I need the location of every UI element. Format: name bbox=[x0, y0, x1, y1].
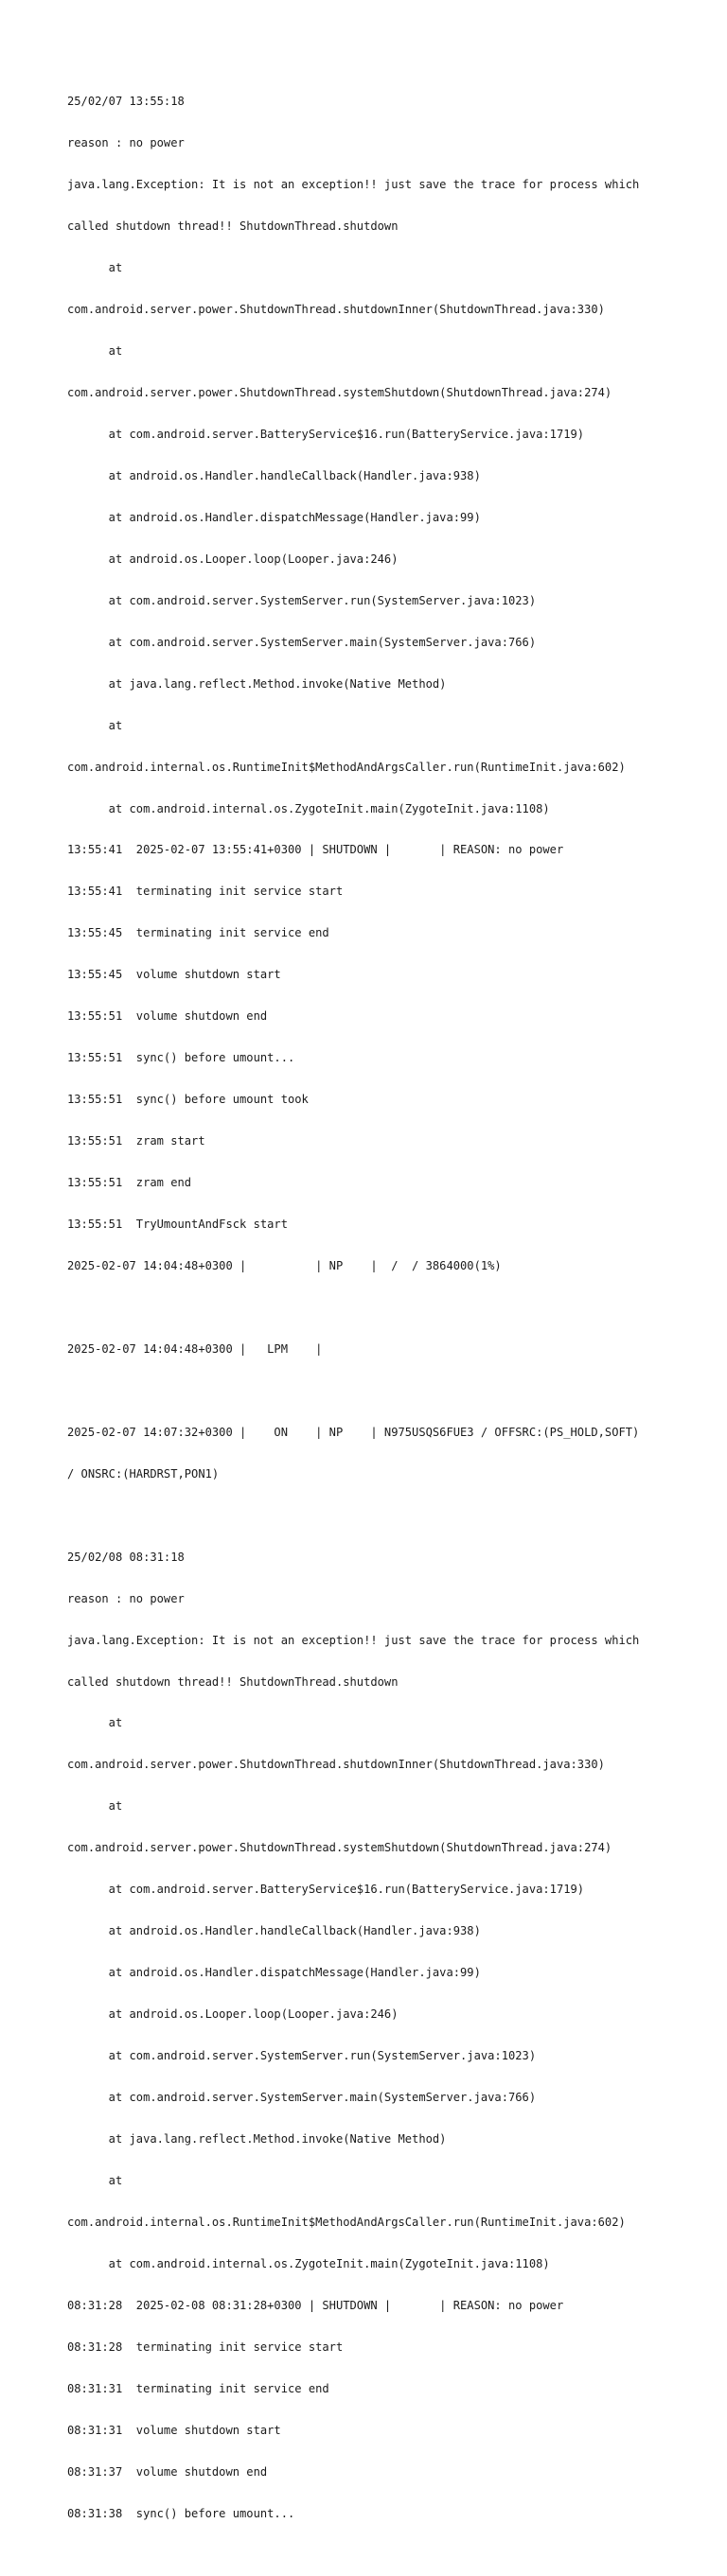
log-line: 13:55:51 sync() before umount... bbox=[67, 1051, 295, 1065]
log-line: 13:55:45 volume shutdown start bbox=[67, 968, 281, 982]
log-line: at com.android.server.BatteryService$16.run(BatteryService.java:1719) bbox=[67, 427, 585, 441]
log-line: at bbox=[67, 1716, 123, 1730]
log-line: 13:55:41 terminating init service start bbox=[67, 885, 344, 899]
log-line: 13:55:51 volume shutdown end bbox=[67, 1009, 268, 1024]
log-line: 13:55:51 sync() before umount took bbox=[67, 1093, 309, 1107]
log-line: java.lang.Exception: It is not an exception!! just save the trace for process which bbox=[67, 178, 640, 192]
log-line: 08:31:31 terminating init service end bbox=[67, 2381, 329, 2395]
log-line: 08:31:31 volume shutdown start bbox=[67, 2423, 281, 2437]
log-line: at bbox=[67, 1799, 123, 1814]
log-line: at bbox=[67, 261, 123, 275]
log-line: 2025-02-07 14:04:48+0300 | | NP | / / 3864000(1%) bbox=[67, 1259, 502, 1272]
log-line: 13:55:45 terminating init service end bbox=[67, 926, 329, 940]
log-line: com.android.internal.os.RuntimeInit$MethodAndArgsCaller.run(RuntimeInit.java:602) bbox=[67, 760, 626, 774]
log-line: 2025-02-07 14:04:48+0300 | LPM | bbox=[67, 1341, 323, 1356]
log-line: at android.os.Handler.dispatchMessage(Handler.java:99) bbox=[67, 1966, 481, 1980]
log-line: called shutdown thread!! ShutdownThread.shutdown bbox=[67, 219, 399, 234]
log-line: at java.lang.reflect.Method.invoke(Native Method) bbox=[67, 676, 447, 691]
log-line: com.android.internal.os.RuntimeInit$MethodAndArgsCaller.run(RuntimeInit.java:602) bbox=[67, 2215, 626, 2229]
log-line: 08:31:38 sync() before umount... bbox=[67, 2506, 295, 2520]
log-line: com.android.server.power.ShutdownThread.systemShutdown(ShutdownThread.java:274) bbox=[67, 385, 612, 399]
log-line: reason : no power bbox=[67, 1591, 185, 1605]
log-line: 25/02/07 13:55:18 bbox=[67, 95, 185, 109]
log-line: at android.os.Handler.handleCallback(Handler.java:938) bbox=[67, 468, 481, 482]
log-line bbox=[67, 1301, 720, 1315]
log-line: 13:55:41 2025-02-07 13:55:41+0300 | SHUTDOWN | | REASON: no power bbox=[67, 843, 564, 857]
log-line: at android.os.Handler.handleCallback(Handler.java:938) bbox=[67, 1924, 481, 1938]
log-line: com.android.server.power.ShutdownThread.shutdownInner(ShutdownThread.java:330) bbox=[67, 1758, 605, 1772]
log-line: 08:31:37 volume shutdown end bbox=[67, 2464, 268, 2479]
log-line: at java.lang.reflect.Method.invoke(Native Method) bbox=[67, 2132, 447, 2147]
log-line: / ONSRC:(HARDRST,PON1) bbox=[67, 1466, 220, 1481]
log-line: 13:55:51 zram end bbox=[67, 1176, 192, 1190]
log-document bbox=[67, 67, 720, 2576]
log-line: 13:55:51 zram start bbox=[67, 1134, 205, 1148]
log-line: java.lang.Exception: It is not an exception!! just save the trace for process which bbox=[67, 1633, 640, 1647]
log-line: 08:31:28 terminating init service start bbox=[67, 2339, 344, 2354]
log-line: com.android.server.power.ShutdownThread.systemShutdown(ShutdownThread.java:274) bbox=[67, 1841, 612, 1855]
log-line: 08:31:28 2025-02-08 08:31:28+0300 | SHUTDOWN | | REASON: no power bbox=[67, 2298, 564, 2312]
log-line: at com.android.server.SystemServer.main(SystemServer.java:766) bbox=[67, 635, 537, 649]
log-line: reason : no power bbox=[67, 136, 185, 150]
log-line: called shutdown thread!! ShutdownThread.shutdown bbox=[67, 1674, 399, 1689]
log-line: at com.android.server.SystemServer.main(SystemServer.java:766) bbox=[67, 2091, 537, 2105]
log-line: at android.os.Looper.loop(Looper.java:246) bbox=[67, 2007, 399, 2022]
log-line: 2025-02-07 14:07:32+0300 | ON | NP | N975USQS6FUE3 / OFFSRC:(PS_HOLD,SOFT) bbox=[67, 1425, 640, 1439]
log-line: at com.android.server.BatteryService$16.run(BatteryService.java:1719) bbox=[67, 1883, 585, 1897]
log-line: at bbox=[67, 344, 123, 359]
log-line: at bbox=[67, 2173, 123, 2187]
log-line: at com.android.internal.os.ZygoteInit.main(ZygoteInit.java:1108) bbox=[67, 801, 550, 815]
log-line: com.android.server.power.ShutdownThread.shutdownInner(ShutdownThread.java:330) bbox=[67, 303, 605, 317]
log-line bbox=[67, 1509, 720, 1523]
log-line: at com.android.server.SystemServer.run(SystemServer.java:1023) bbox=[67, 593, 537, 607]
log-line: at android.os.Looper.loop(Looper.java:246) bbox=[67, 552, 399, 566]
log-line bbox=[67, 2549, 720, 2563]
log-line: 13:55:51 TryUmountAndFsck start bbox=[67, 1218, 288, 1232]
log-line: 25/02/08 08:31:18 bbox=[67, 1550, 185, 1564]
log-line: at bbox=[67, 718, 123, 732]
log-line bbox=[67, 1384, 720, 1398]
log-line: at com.android.server.SystemServer.run(SystemServer.java:1023) bbox=[67, 2049, 537, 2063]
log-line: at android.os.Handler.dispatchMessage(Handler.java:99) bbox=[67, 510, 481, 524]
log-line: at com.android.internal.os.ZygoteInit.main(ZygoteInit.java:1108) bbox=[67, 2256, 550, 2270]
